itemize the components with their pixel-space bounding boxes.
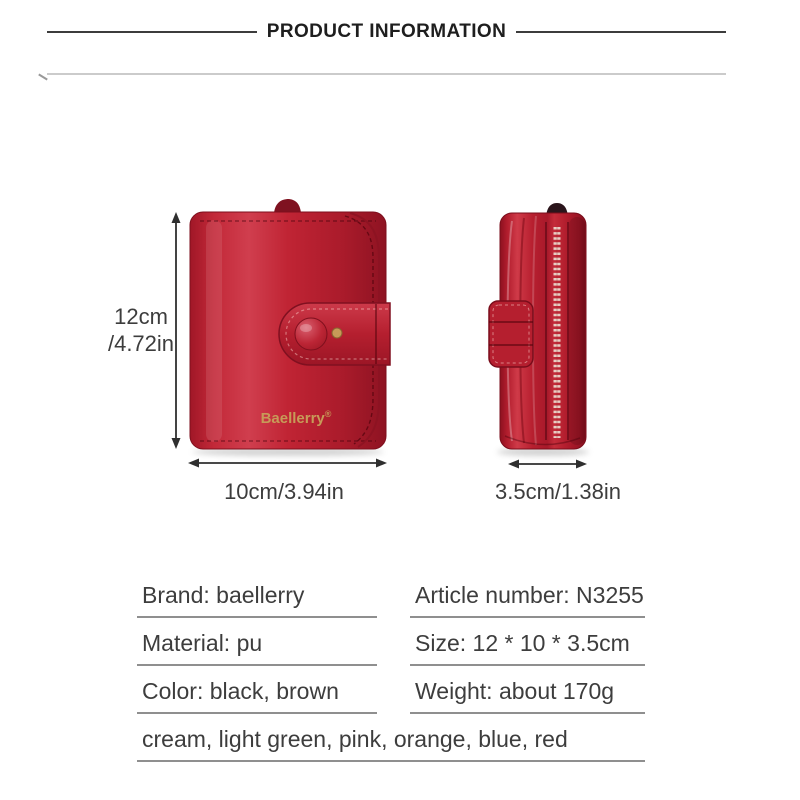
spec-article-number: Article number: N3255 [410,570,645,618]
width-dimension-label: 10cm/3.94in [224,479,344,504]
front-wallet-illustration [190,199,390,449]
height-in: /4.72in [107,331,175,356]
spec-color: Color: black, brown [137,666,377,714]
spec-weight: Weight: about 170g [410,666,645,714]
height-cm: 12cm [114,304,168,329]
depth-arrow [508,460,587,469]
spec-size: Size: 12 * 10 * 3.5cm [410,618,645,666]
front-wallet-sheen [206,220,222,442]
front-snap-button [295,318,327,350]
spec-available-colors: cream, light green, pink, orange, blue, red [137,714,645,762]
front-gold-rivet [332,328,342,338]
spec-brand: Brand: baellerry [137,570,377,618]
front-zipper-tab [274,199,301,213]
spec-column-left [137,570,377,714]
side-strap-loop [489,301,533,367]
spec-table [137,570,645,762]
side-right-panel-shade [569,217,585,445]
depth-dimension-label: 3.5cm/1.38in [495,479,621,504]
side-wallet-illustration [489,203,586,449]
width-arrow [188,459,387,468]
spec-material: Material: pu [137,618,377,666]
spec-column-right [410,570,645,714]
brand-logo-text: Baellerry® [260,409,332,427]
height-dimension-label [91,303,191,357]
front-snap-highlight [300,324,312,332]
page-title: PRODUCT INFORMATION [266,21,507,42]
